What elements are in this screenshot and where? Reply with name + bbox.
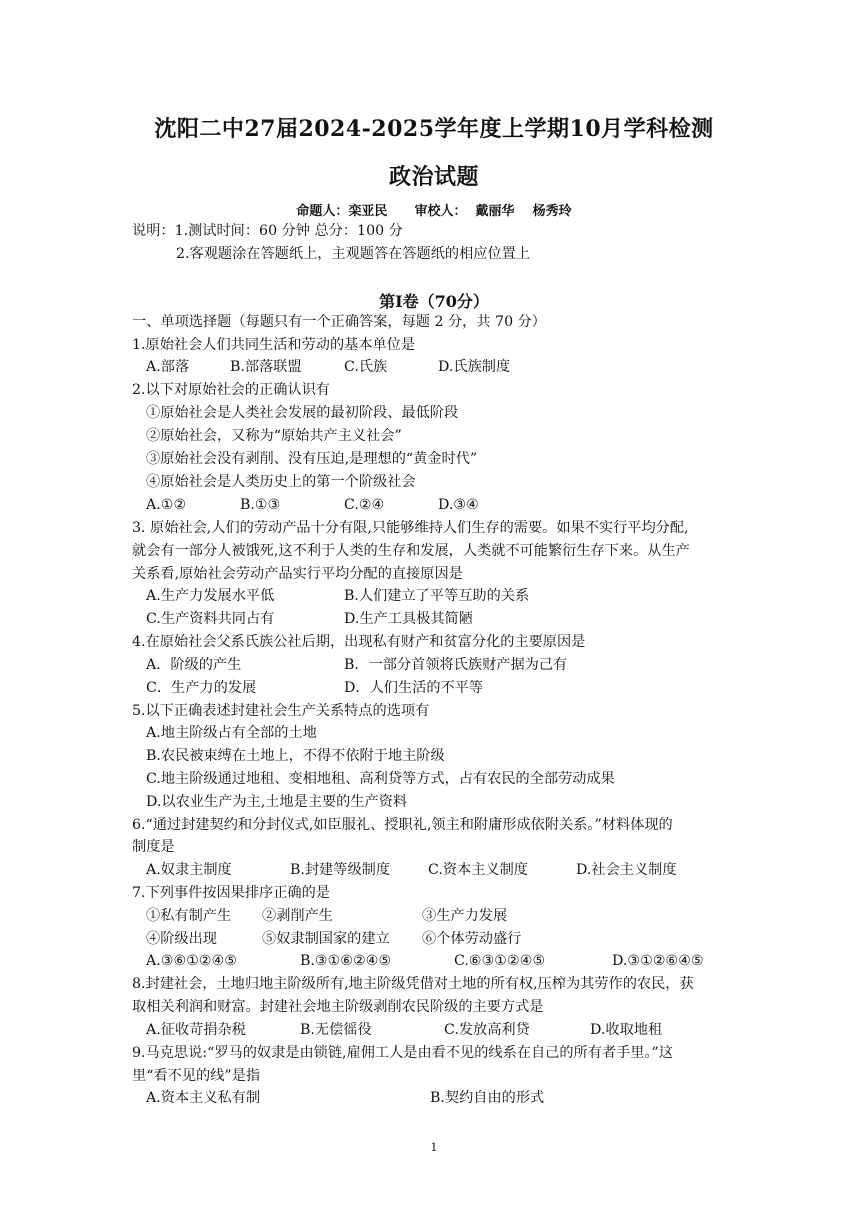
question-4-option-a: A．阶级的产生 [146,657,242,673]
question-7-option-d: D.③①②⑥④⑤ [612,953,704,969]
author-line: 命题人：栾亚民 审校人： 戴丽华 杨秀玲 [296,204,572,219]
question-8-option-d: D.收取地租 [590,1022,663,1038]
question-5-option-c: C.地主阶级通过地租、变相地租、高利贷等方式，占有农民的全部劳动成果 [146,771,615,787]
question-7-statement-6: ⑥个体劳动盛行 [422,931,522,947]
question-4-option-d: D．人们生活的不平等 [344,680,484,696]
question-6-option-d: D.社会主义制度 [576,862,677,878]
question-7-option-c: C.⑥③①②④⑤ [454,953,546,969]
question-3-line-3: 关系看,原始社会劳动产品实行平均分配的直接原因是 [132,566,463,582]
page-number: 1 [430,1141,438,1154]
section-instructions: 一、单项选择题（每题只有一个正确答案，每题 2 分，共 70 分） [132,314,546,330]
question-1-option-b: B.部落联盟 [230,359,302,375]
question-6-line-1: 6.“通过封建契约和分封仪式,如臣服礼、授职礼,领主和附庸形成依附关系。”材料体现的 [132,817,673,833]
question-7-stem: 7.下列事件按因果排序正确的是 [132,885,330,901]
question-3-option-a: A.生产力发展水平低 [146,588,275,604]
question-2-option-b: B.①③ [240,497,281,513]
question-5-stem: 5.以下正确表述封建社会生产关系特点的选项有 [132,703,430,719]
question-1-option-a: A.部落 [146,359,190,375]
question-2-option-d: D.③④ [438,497,479,513]
question-2-statement-4: ④原始社会是人类历史上的第一个阶级社会 [146,474,416,490]
question-1-stem: 1.原始社会人们共同生活和劳动的基本单位是 [132,337,416,353]
question-7-statement-2: ②剥削产生 [262,908,333,924]
question-5-option-a: A.地主阶级占有全部的土地 [146,725,317,741]
question-9-option-a: A.资本主义私有制 [146,1090,261,1106]
question-7-statement-3: ③生产力发展 [422,908,508,924]
question-5-option-b: B.农民被束缚在土地上，不得不依附于地主阶级 [146,748,445,764]
question-9-line-1: 9.马克思说:“罗马的奴隶是由锁链,雇佣工人是由看不见的线系在自己的所有者手里。”这 [132,1045,673,1061]
question-5-option-d: D.以农业生产为主,土地是主要的生产资料 [146,794,408,810]
question-2-stem: 2.以下对原始社会的正确认识有 [132,382,330,398]
question-2-option-a: A.①② [146,497,187,513]
question-7-statement-4: ④阶级出现 [146,931,217,947]
question-4-stem: 4.在原始社会父系氏族公社后期，出现私有财产和贫富分化的主要原因是 [132,634,586,650]
question-8-line-1: 8.封建社会，土地归地主阶级所有,地主阶级凭借对土地的所有权,压榨为其劳作的农民，获 [132,976,694,992]
question-8-option-a: A.征收苛捐杂税 [146,1022,246,1038]
question-2-statement-3: ③原始社会没有剥削、没有压迫,是理想的“黄金时代” [146,451,478,467]
question-8-line-2: 取相关利润和财富。封建社会地主阶级剥削农民阶级的主要方式是 [132,999,544,1015]
question-3-line-1: 3. 原始社会,人们的劳动产品十分有限,只能够维持人们生存的需要。如果不实行平均分配, [132,520,689,536]
question-6-line-2: 制度是 [132,839,175,855]
question-7-option-b: B.③①⑥②④⑤ [300,953,392,969]
instructions-note-1: 说明：1.测试时间：60 分钟 总分：100 分 [132,223,403,239]
question-1-option-d: D.氏族制度 [438,359,511,375]
question-9-option-b: B.契约自由的形式 [430,1090,545,1106]
question-7-statement-5: ⑤奴隶制国家的建立 [262,931,390,947]
question-8-option-c: C.发放高利贷 [444,1022,530,1038]
question-8-option-b: B.无偿徭役 [300,1022,372,1038]
question-3-option-d: D.生产工具极其简陋 [344,611,473,627]
question-2-statement-2: ②原始社会，又称为“原始共产主义社会” [146,428,402,444]
exam-subtitle: 政治试题 [388,164,479,190]
question-6-option-b: B.封建等级制度 [290,862,391,878]
question-6-option-c: C.资本主义制度 [428,862,528,878]
question-3-option-c: C.生产资料共同占有 [146,611,275,627]
section-title: 第Ⅰ卷（70分） [379,292,489,311]
question-7-option-a: A.③⑥①②④⑤ [146,953,238,969]
question-1-option-c: C.氏族 [344,359,388,375]
question-3-option-b: B.人们建立了平等互助的关系 [344,588,530,604]
question-2-statement-1: ①原始社会是人类社会发展的最初阶段、最低阶段 [146,405,459,421]
question-7-statement-1: ①私有制产生 [146,908,232,924]
instructions-note-2: 2.客观题涂在答题纸上，主观题答在答题纸的相应位置上 [176,246,531,262]
question-2-option-c: C.②④ [344,497,385,513]
question-3-line-2: 就会有一部分人被饿死,这不利于人类的生存和发展，人类就不可能繁衍生存下来。从生产 [132,543,690,559]
question-4-option-b: B．一部分首领将氏族财产据为己有 [344,657,568,673]
question-6-option-a: A.奴隶主制度 [146,862,232,878]
question-9-line-2: 里“看不见的线”是指 [132,1068,261,1084]
question-4-option-c: C．生产力的发展 [146,680,257,696]
exam-title: 沈阳二中27届2024-2025学年度上学期10月学科检测 [154,116,714,142]
